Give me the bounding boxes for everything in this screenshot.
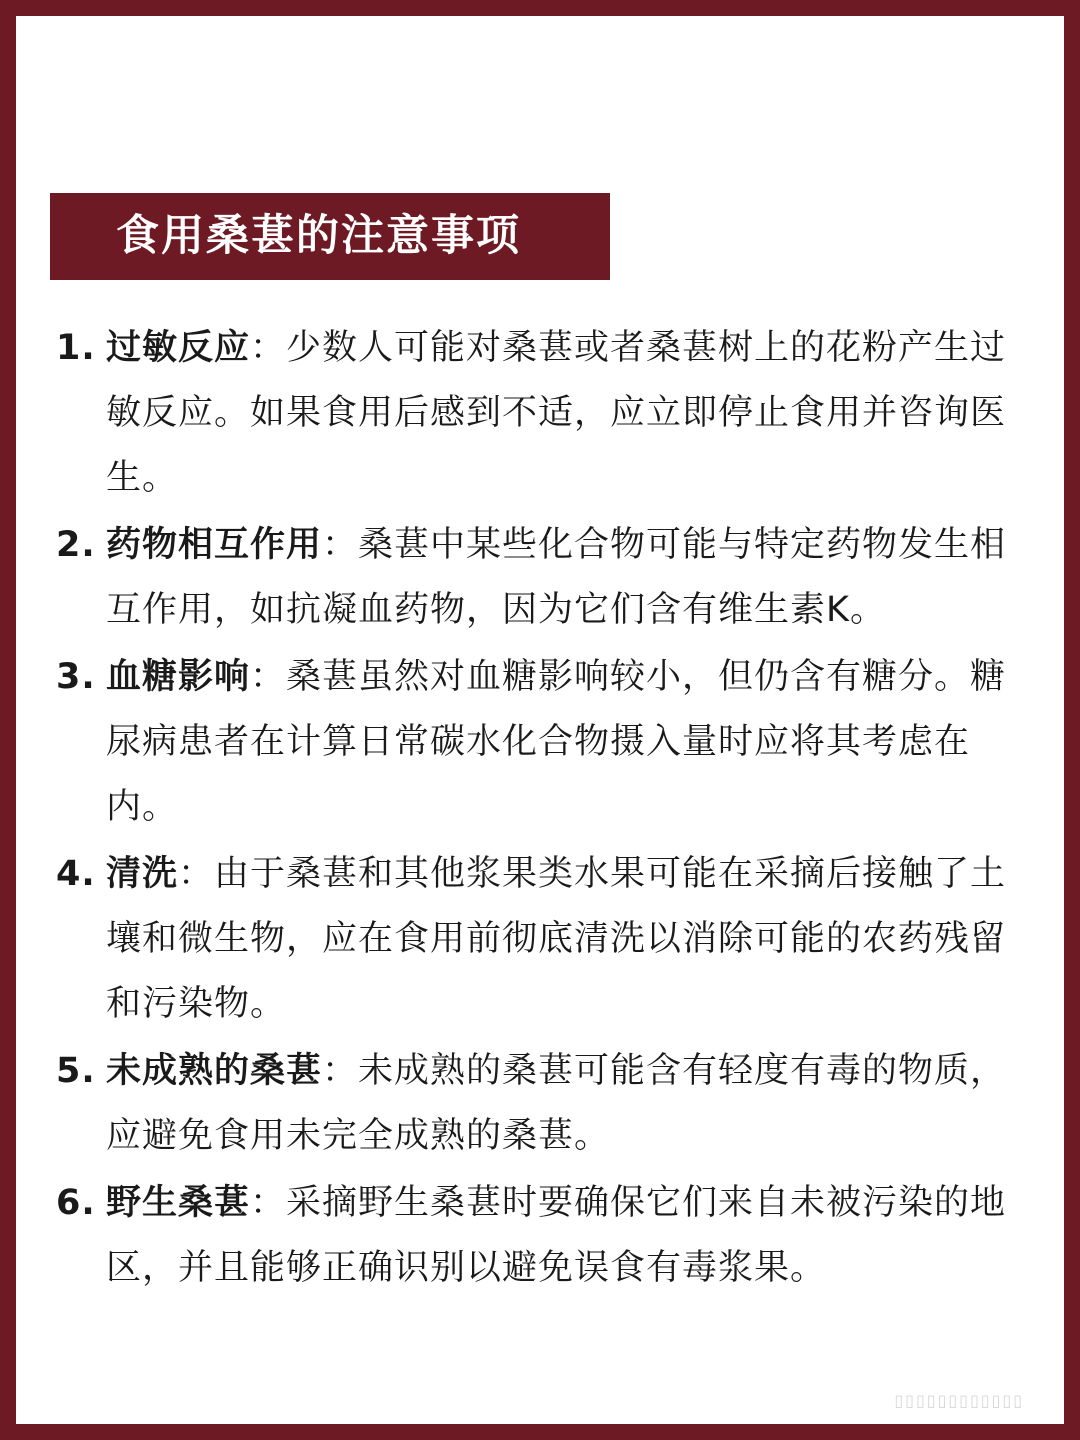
- page-title: 食用桑葚的注意事项: [50, 193, 610, 280]
- item-heading: 野生桑葚: [106, 1183, 251, 1223]
- item-heading: 过敏反应: [106, 328, 251, 368]
- content-card: [16, 16, 1064, 1424]
- item-heading: 药物相互作用: [106, 525, 323, 565]
- item-heading: 清洗: [106, 854, 179, 894]
- item-separator: ：: [250, 328, 287, 368]
- item-text: 少数人可能对桑葚或者桑葚树上的花粉产生过敏反应。如果食用后感到不适，应立即停止食用并咨询医生。: [106, 328, 1007, 498]
- list-item: [56, 316, 1036, 511]
- item-text: 采摘野生桑葚时要确保它们来自未被污染的地区，并且能够正确识别以避免误食有毒浆果。: [106, 1183, 1007, 1288]
- item-number: 2.: [56, 525, 96, 565]
- item-number: 1.: [56, 328, 96, 368]
- list-item: [56, 645, 1036, 840]
- notice-list: [56, 316, 1036, 1303]
- list-item: [56, 842, 1036, 1037]
- item-text: 桑葚虽然对血糖影响较小，但仍含有糖分。糖尿病患者在计算日常碳水化合物摄入量时应将其考虑在内。: [106, 657, 1007, 827]
- list-item: [56, 513, 1036, 643]
- list-item: [56, 1171, 1036, 1301]
- item-number: 6.: [56, 1183, 96, 1223]
- item-separator: ：: [178, 854, 215, 894]
- item-text: 未成熟的桑葚可能含有轻度有毒的物质，应避免食用未完全成熟的桑葚。: [106, 1051, 1007, 1156]
- item-heading: 未成熟的桑葚: [106, 1051, 323, 1091]
- item-number: 5.: [56, 1051, 96, 1091]
- item-separator: ：: [250, 657, 287, 697]
- item-heading: 血糖影响: [106, 657, 251, 697]
- item-number: 3.: [56, 657, 96, 697]
- item-text: 桑葚中某些化合物可能与特定药物发生相互作用，如抗凝血药物，因为它们含有维生素K。: [106, 525, 1007, 630]
- item-number: 4.: [56, 854, 96, 894]
- item-text: 由于桑葚和其他浆果类水果可能在采摘后接触了土壤和微生物，应在食用前彻底清洗以消除可能的农药残留和污染物。: [106, 854, 1007, 1024]
- item-separator: ：: [322, 1051, 359, 1091]
- watermark: ▯▯▯▯▯▯▯▯▯▯▯▯: [894, 1391, 1024, 1410]
- list-item: [56, 1039, 1036, 1169]
- item-separator: ：: [322, 525, 359, 565]
- item-separator: ：: [250, 1183, 287, 1223]
